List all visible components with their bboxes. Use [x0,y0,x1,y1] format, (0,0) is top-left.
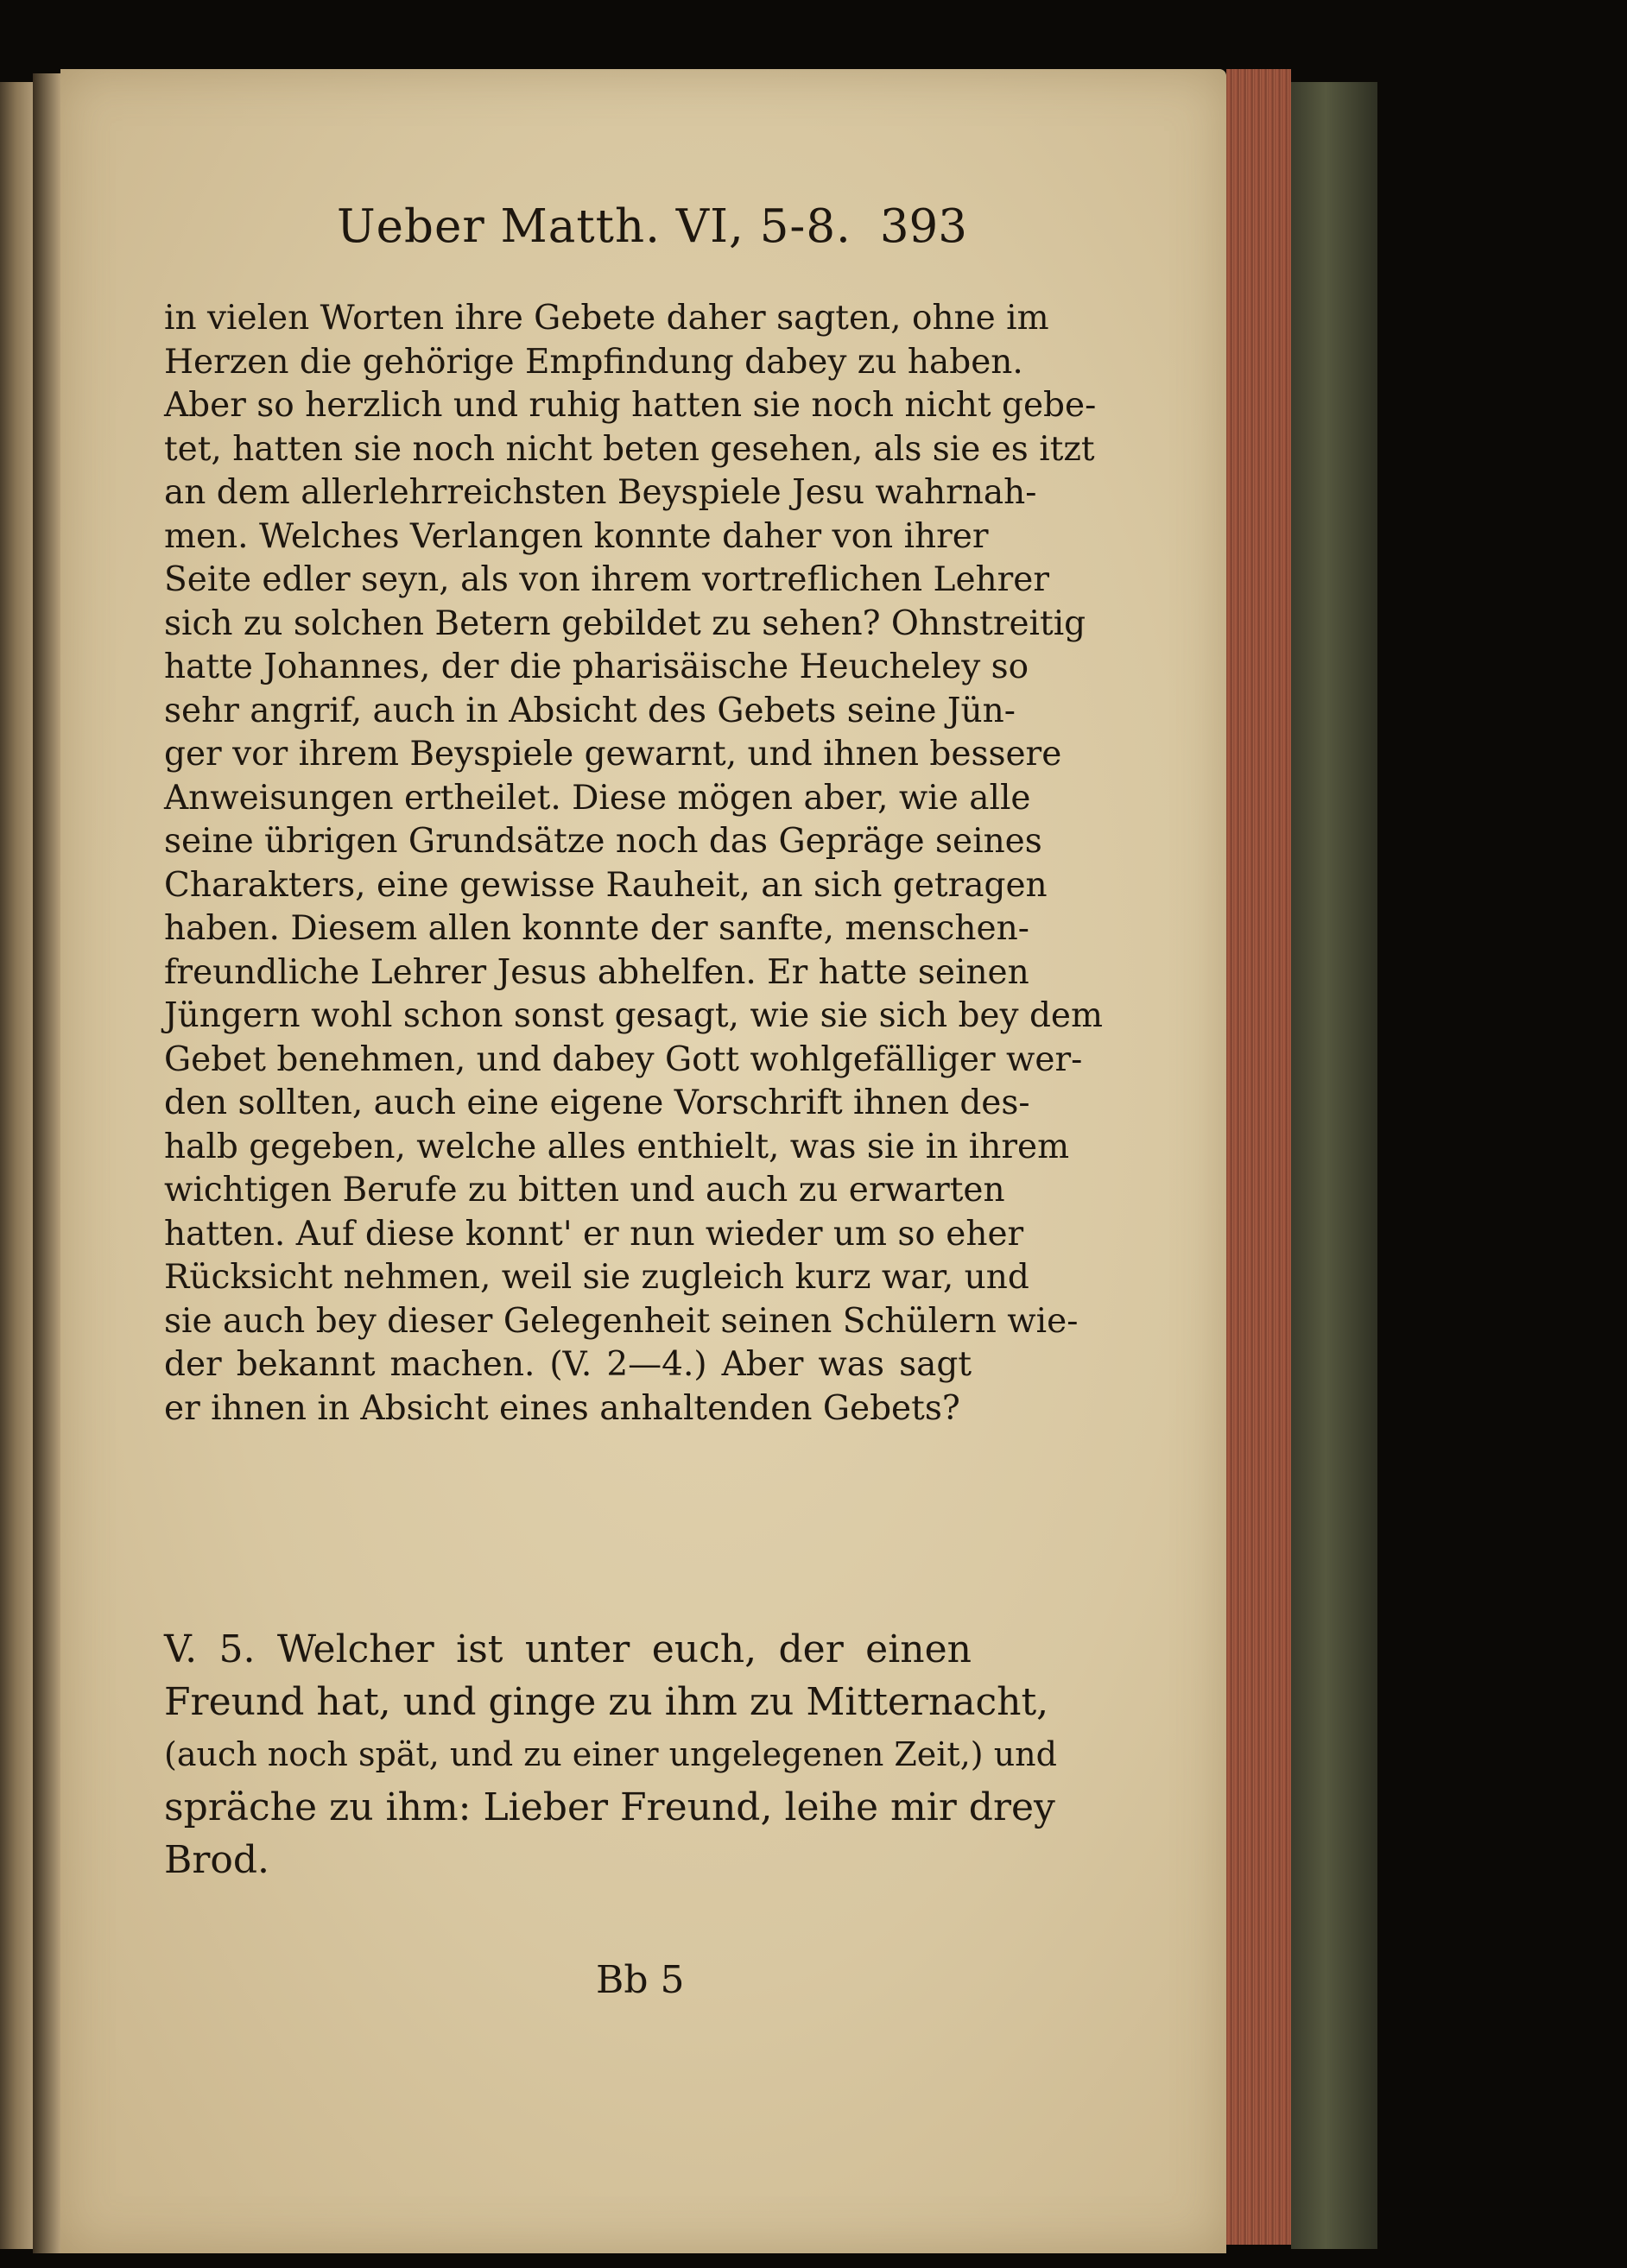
text-line: Rücksicht nehmen, weil sie zugleich kurz war, und [164,1258,1029,1297]
text-line: wichtigen Berufe zu bitten und auch zu erwarten [164,1171,1005,1210]
verse-line: V. 5. Welcher ist unter euch, der einen [164,1627,972,1671]
verse-line: Freund hat, und ginge zu ihm zu Mitternacht, [164,1680,1049,1724]
page-block-edge [1226,69,1291,2245]
text-line: den sollten, auch eine eigene Vorschrift ihnen des- [164,1083,1030,1122]
text-line: tet, hatten sie noch nicht beten gesehen, als sie es itzt [164,429,1095,469]
text-line: sie auch bey dieser Gelegenheit seinen Schülern wie- [164,1301,1079,1341]
previous-page-edge [0,82,36,2249]
text-line: Seite edler seyn, als von ihrem vortreflichen Lehrer [164,560,1050,599]
text-line: Jüngern wohl schon sonst gesagt, wie sie sich bey dem [164,996,1103,1035]
verse-line: spräche zu ihm: Lieber Freund, leihe mir drey [164,1785,1055,1829]
running-title: Ueber Matth. VI, 5-8. [337,200,851,253]
text-line: sehr angrif, auch in Absicht des Gebets seine Jün- [164,691,1016,730]
text-line: er ihnen in Absicht eines anhaltenden Gebets? [164,1388,960,1428]
text-line: seine übrigen Grundsätze noch das Gepräge seines [164,822,1042,861]
text-line: Gebet benehmen, und dabey Gott wohlgefälliger wer- [164,1039,1083,1079]
text-line: der bekannt machen. (V. 2—4.) Aber was sagt [164,1345,972,1384]
text-line: Anweisungen ertheilet. Diese mögen aber, wie alle [164,778,1031,818]
page-number: 393 [879,200,967,253]
book-cover-edge [1291,82,1377,2249]
text-line: sich zu solchen Betern gebildet zu sehen? Ohnstreitig [164,603,1086,643]
text-line: Charakters, eine gewisse Rauheit, an sich getragen [164,865,1048,905]
bible-verse-quote [164,1623,1057,1886]
signature-mark: Bb 5 [596,1958,685,2002]
verse-line: (auch noch spät, und zu einer ungelegenen Zeit,) und [164,1735,1057,1773]
text-line: an dem allerlehrreichsten Beyspiele Jesu wahrnah- [164,473,1037,512]
text-line: halb gegeben, welche alles enthielt, was sie in ihrem [164,1127,1070,1166]
text-line: ger vor ihrem Beyspiele gewarnt, und ihnen bessere [164,735,1062,774]
text-line: hatte Johannes, der die pharisäische Heucheley so [164,648,1029,686]
text-line: in vielen Worten ihre Gebete daher sagten, ohne im [164,299,1049,338]
body-text [164,297,1103,1431]
verse-line: Brod. [164,1838,270,1882]
text-line: Aber so herzlich und ruhig hatten sie noch nicht gebe- [164,386,1097,425]
text-line: men. Welches Verlangen konnte daher von ihrer [164,516,989,556]
text-line: haben. Diesem allen konnte der sanfte, menschen- [164,909,1029,948]
text-line: hatten. Auf diese konnt' er nun wieder um so eher [164,1214,1024,1254]
running-head [337,200,967,269]
text-line: freundliche Lehrer Jesus abhelfen. Er hatte seinen [164,952,1029,992]
text-line: Herzen die gehörige Empfindung dabey zu haben. [164,342,1023,382]
